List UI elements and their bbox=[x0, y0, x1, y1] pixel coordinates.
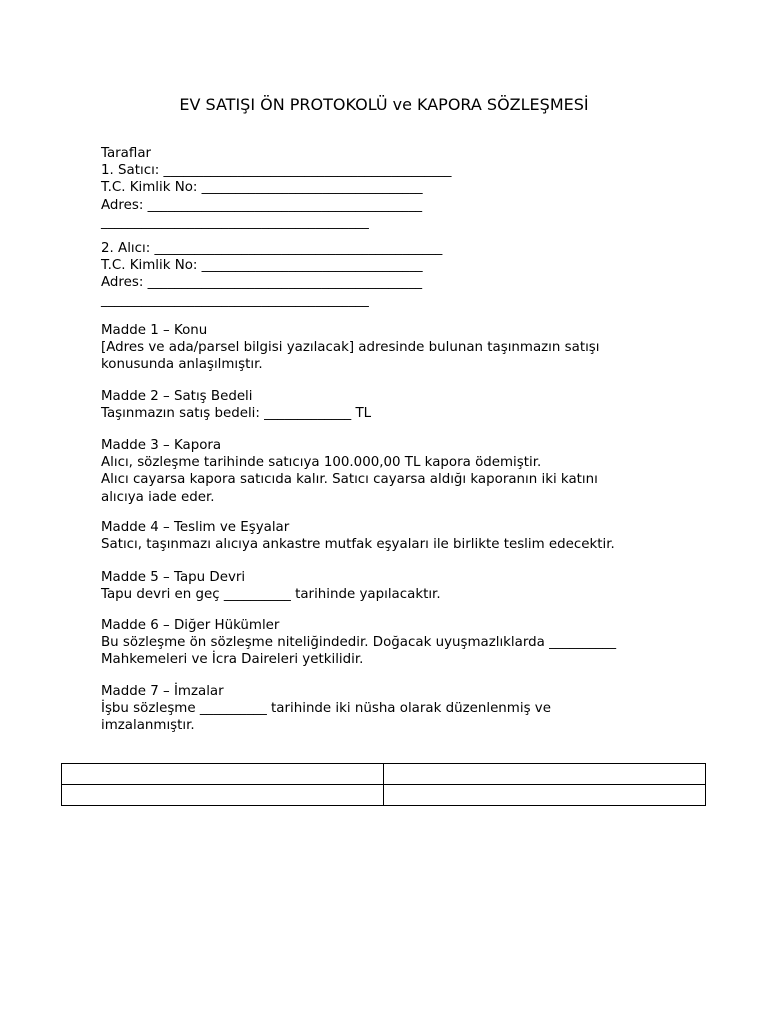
seller-name-field: 1. Satıcı: ___________________________________________ bbox=[101, 163, 452, 179]
buyer-address-field: Adres: _________________________________________ bbox=[101, 275, 423, 291]
article-1 bbox=[101, 322, 701, 374]
article-7 bbox=[101, 683, 701, 735]
buyer-name-field: 2. Alıcı: ___________________________________________ bbox=[101, 241, 443, 256]
article-text-line: [Adres ve ada/parsel bilgisi yazılacak] adresinde bulunan taşınmazın satışı bbox=[101, 340, 600, 356]
article-heading: Madde 2 – Satış Bedeli bbox=[101, 389, 253, 404]
article-text-line: Mahkemeleri ve İcra Daireleri yetkilidir. bbox=[101, 652, 364, 668]
buyer-section bbox=[101, 240, 701, 309]
article-text-line: konusunda anlaşılmıştır. bbox=[101, 357, 263, 373]
table-cell-buyer-signature bbox=[384, 785, 706, 806]
article-text-line: Bu sözleşme ön sözleşme niteliğindedir. Doğacak uyuşmazlıklarda __________ bbox=[101, 635, 617, 651]
document-title: EV SATIŞI ÖN PROTOKOLÜ ve KAPORA SÖZLEŞMESİ bbox=[179, 95, 589, 114]
seller-section bbox=[101, 145, 701, 231]
signature-table bbox=[61, 763, 706, 806]
article-heading: Madde 6 – Diğer Hükümler bbox=[101, 618, 280, 633]
seller-tc-field: T.C. Kimlik No: _________________________________ bbox=[101, 180, 423, 196]
buyer-tc-field: T.C. Kimlik No: _________________________________ bbox=[101, 258, 423, 274]
article-2 bbox=[101, 388, 701, 422]
article-text-line: Tapu devri en geç __________ tarihinde yapılacaktır. bbox=[101, 587, 441, 603]
article-text-line: İşbu sözleşme __________ tarihinde iki nüsha olarak düzenlenmiş ve bbox=[101, 701, 551, 717]
table-row bbox=[62, 764, 706, 785]
article-heading: Madde 5 – Tapu Devri bbox=[101, 570, 246, 585]
article-text-line: Taşınmazın satış bedeli: _____________ TL bbox=[101, 406, 372, 422]
article-heading: Madde 1 – Konu bbox=[101, 323, 208, 338]
article-heading: Madde 3 – Kapora bbox=[101, 438, 222, 453]
article-text-line: Alıcı, sözleşme tarihinde satıcıya 100.000,00 TL kapora ödemiştir. bbox=[101, 455, 542, 471]
article-text-line: imzalanmıştır. bbox=[101, 718, 195, 734]
parties-heading: Taraflar bbox=[101, 146, 152, 161]
article-text-line: alıcıya iade eder. bbox=[101, 489, 215, 505]
table-cell-seller-signature bbox=[62, 764, 384, 785]
table-row bbox=[62, 785, 706, 806]
article-3 bbox=[101, 437, 701, 506]
article-4 bbox=[101, 519, 701, 553]
article-heading: Madde 7 – İmzalar bbox=[101, 684, 224, 699]
seller-address-field: Adres: _________________________________________ bbox=[101, 197, 423, 213]
article-heading: Madde 4 – Teslim ve Eşyalar bbox=[101, 520, 290, 535]
table-cell-seller-signature bbox=[62, 785, 384, 806]
buyer-address-continuation: ________________________________________ bbox=[101, 292, 369, 308]
article-6 bbox=[101, 617, 701, 669]
article-5 bbox=[101, 569, 701, 603]
article-text-line: Alıcı cayarsa kapora satıcıda kalır. Satıcı cayarsa aldığı kaporanın iki katını bbox=[101, 472, 598, 488]
seller-address-continuation: ________________________________________ bbox=[101, 214, 369, 230]
article-text-line: Satıcı, taşınmazı alıcıya ankastre mutfak eşyaları ile birlikte teslim edecektir. bbox=[101, 537, 615, 553]
table-cell-buyer-signature bbox=[384, 764, 706, 785]
